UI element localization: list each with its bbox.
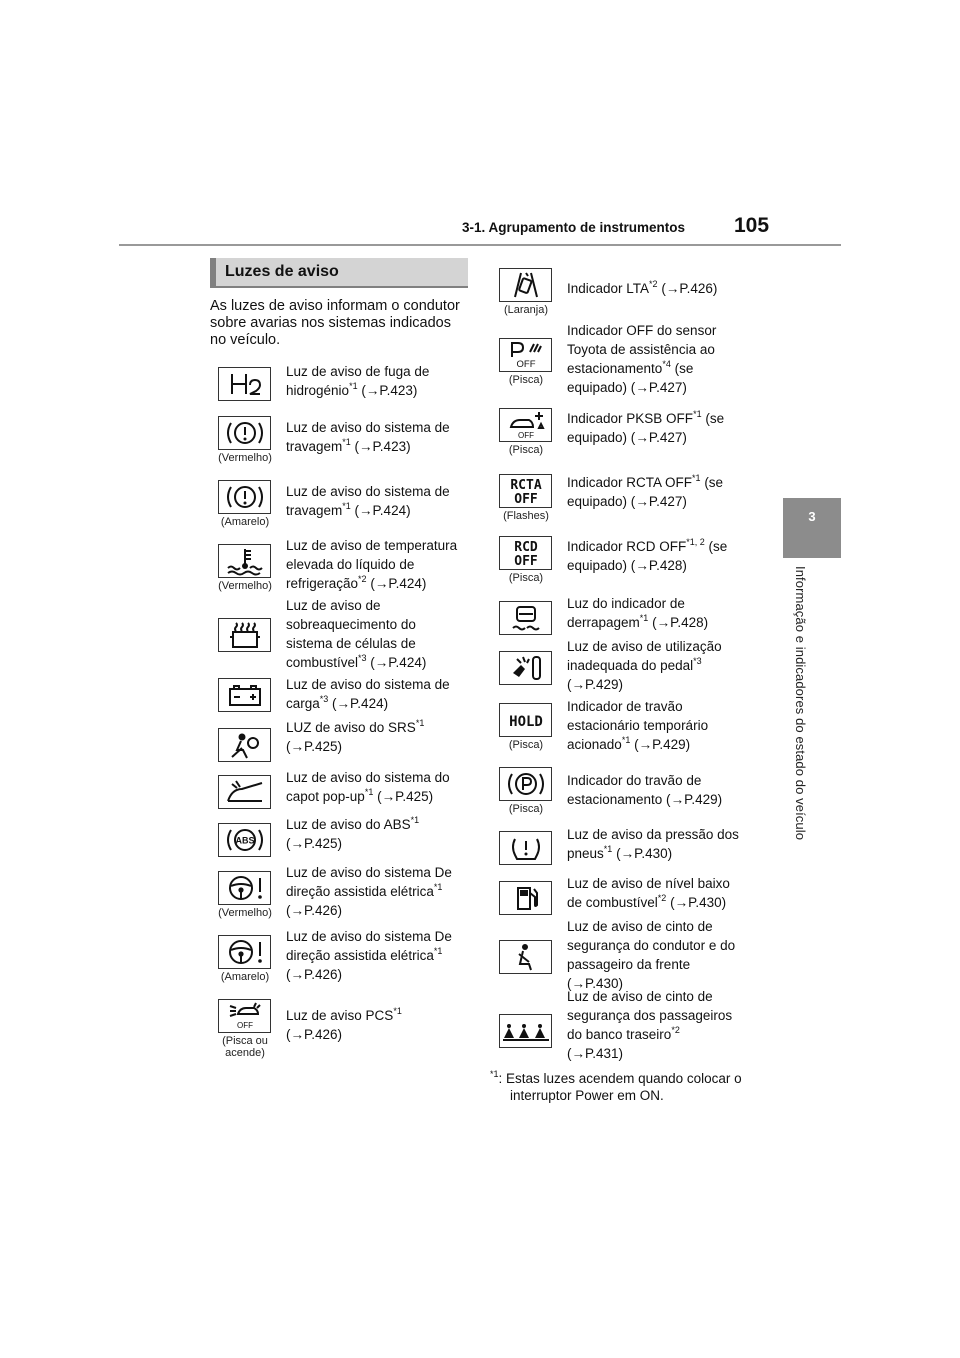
svg-text:HOLD: HOLD: [508, 714, 543, 730]
section-header: Luzes de aviso: [210, 258, 468, 288]
fuel-cell-overheat-icon: [218, 618, 271, 652]
description-line: [567, 955, 735, 974]
description-text: P.426): [304, 903, 343, 918]
description-text: elevada do líquido de: [286, 557, 415, 572]
warning-description: [286, 768, 450, 806]
description-text: hidrogénio: [286, 383, 350, 398]
footnote-ref: *1: [342, 501, 351, 511]
description-text: Luz de aviso do sistema de: [286, 420, 450, 435]
footnote-ref: *1, 2: [686, 537, 705, 547]
warning-description: [286, 362, 429, 400]
description-line: [286, 1006, 402, 1025]
warning-description: [286, 1006, 402, 1044]
chapter-tab: 3: [783, 498, 841, 558]
description-line: [286, 718, 424, 737]
icon-caption: (Pisca): [508, 374, 544, 386]
description-line: [286, 482, 450, 501]
description-text: Luz de aviso de temperatura: [286, 538, 458, 553]
svg-text:OFF: OFF: [517, 431, 534, 440]
description-text: P.428): [648, 558, 687, 573]
description-text: (: [357, 383, 366, 398]
description-line: [567, 613, 708, 632]
description-line: [286, 653, 426, 672]
description-text: P.425): [304, 836, 343, 851]
svg-text:ABS: ABS: [234, 835, 255, 846]
warning-description: [567, 321, 716, 397]
description-text: →: [381, 789, 396, 804]
description-line: [567, 556, 727, 575]
description-line: [567, 825, 739, 844]
low-fuel-icon: [499, 881, 552, 915]
battery-icon: [218, 678, 271, 712]
description-text: →: [656, 615, 671, 630]
footnote-ref: *2: [649, 279, 658, 289]
description-text: estacionamento: [567, 361, 663, 376]
description-text: P.425): [395, 789, 434, 804]
description-text: pneus: [567, 846, 604, 861]
description-line: [286, 694, 450, 713]
warning-description: [567, 825, 739, 863]
svg-text:OFF: OFF: [516, 359, 535, 370]
description-line: [286, 834, 419, 853]
footnote-text: : Estas luzes acendem quando colocar o interruptor Power em ON.: [498, 1071, 742, 1103]
description-text: Luz de aviso de cinto de: [567, 919, 713, 934]
description-text: →: [638, 737, 653, 752]
description-text: →: [359, 503, 373, 518]
warning-description: [567, 771, 722, 809]
description-line: [567, 656, 722, 675]
warning-description: [286, 536, 457, 593]
description-text: P.428): [670, 615, 709, 630]
description-text: →: [670, 792, 685, 807]
pop-up-hood-icon: [218, 775, 271, 809]
icon-caption: (Vermelho): [218, 452, 272, 464]
description-line: [286, 901, 452, 920]
page-number: 105: [734, 214, 770, 237]
description-line: [567, 359, 716, 378]
description-text: P.423): [379, 383, 418, 398]
description-line: [286, 596, 426, 615]
description-text: direção assistida elétrica: [286, 884, 434, 899]
description-text: sobreaquecimento do: [286, 617, 416, 632]
warning-description: [286, 863, 452, 920]
description-line: [567, 340, 716, 359]
description-text: Luz de aviso de utilização: [567, 639, 722, 654]
icon-caption: (Pisca): [508, 803, 544, 815]
icon-caption: (Pisca): [508, 572, 544, 584]
description-text: P.429): [585, 677, 624, 692]
description-text: derrapagem: [567, 615, 640, 630]
description-text: (: [286, 903, 291, 918]
warning-description: [567, 537, 727, 575]
description-line: [286, 863, 452, 882]
description-line: [567, 473, 723, 492]
svg-text:OFF: OFF: [513, 554, 538, 568]
warning-description: [567, 409, 724, 447]
parking-brake-icon: [499, 767, 552, 801]
description-line: [286, 418, 450, 437]
description-text: equipado) (: [567, 430, 636, 445]
description-text: →: [365, 383, 380, 398]
description-text: P.427): [648, 430, 687, 445]
description-text: estacionário temporário: [567, 718, 709, 733]
description-line: [286, 634, 426, 653]
description-line: [567, 279, 717, 298]
description-text: Indicador OFF do sensor: [567, 323, 717, 338]
warning-description: [286, 675, 450, 713]
description-text: →: [571, 976, 585, 991]
description-text: (: [366, 576, 375, 591]
pcs-off-icon: [218, 999, 271, 1033]
icon-caption: (Vermelho): [218, 907, 272, 919]
description-line: [286, 501, 450, 520]
running-header: 3-1. Agrupamento de instrumentos: [462, 220, 686, 235]
description-text: Luz de aviso de: [286, 598, 381, 613]
description-text: (: [328, 696, 337, 711]
description-line: [286, 737, 424, 756]
description-text: (: [350, 503, 360, 518]
description-text: segurança do condutor e do: [567, 938, 736, 953]
description-line: [567, 637, 722, 656]
description-line: [286, 574, 457, 593]
description-text: (: [567, 1046, 572, 1061]
icon-caption: (Amarelo): [220, 516, 270, 528]
description-text: →: [374, 655, 389, 670]
description-text: refrigeração: [286, 576, 359, 591]
description-text: (: [657, 281, 666, 296]
warning-description: [286, 596, 426, 672]
description-line: [567, 594, 708, 613]
description-line: [286, 536, 457, 555]
description-text: P.429): [652, 737, 691, 752]
description-text: Luz de aviso PCS: [286, 1008, 394, 1023]
description-line: [286, 437, 450, 456]
description-text: →: [665, 281, 680, 296]
description-text: de combustível: [567, 895, 658, 910]
icon-caption: (Vermelho): [218, 580, 272, 592]
description-text: P.426): [679, 281, 718, 296]
description-text: →: [635, 380, 649, 395]
description-text: (: [567, 677, 572, 692]
footnote-ref: *1: [621, 735, 631, 745]
hydrogen-icon: [218, 367, 271, 401]
description-text: (: [350, 439, 360, 454]
brake-warning-icon: [218, 416, 271, 450]
description-line: [567, 936, 735, 955]
icon-caption: (Pisca): [508, 739, 544, 751]
description-line: [567, 1006, 732, 1025]
description-text: Indicador LTA: [567, 281, 650, 296]
description-text: →: [359, 439, 373, 454]
svg-text:RCD: RCD: [513, 540, 538, 555]
description-line: [286, 768, 450, 787]
parking-sensor-off-icon: [499, 338, 552, 372]
description-line: [567, 874, 730, 893]
rcd-off-icon: [499, 536, 552, 570]
description-text: (: [666, 895, 675, 910]
description-line: [567, 844, 739, 863]
description-text: Luz de aviso do sistema de: [286, 677, 450, 692]
icon-caption: (Pisca): [508, 444, 544, 456]
description-text: do banco traseiro: [567, 1027, 672, 1042]
footnote-ref: *1: [433, 946, 443, 956]
description-text: →: [290, 836, 304, 851]
slip-indicator-icon: [499, 601, 552, 635]
description-line: [286, 946, 452, 965]
footnote: [490, 1070, 790, 1104]
description-text: →: [571, 677, 585, 692]
warning-description: [567, 697, 708, 754]
description-text: Luz de aviso do sistema do: [286, 770, 450, 785]
brake-warning-icon: [218, 480, 271, 514]
footnote-ref: *4: [662, 359, 671, 369]
description-text: P.425): [304, 739, 343, 754]
description-line: [567, 1044, 732, 1063]
description-text: segurança dos passageiros: [567, 1008, 733, 1023]
warning-description: [567, 637, 722, 694]
description-text: Luz de aviso de nível baixo: [567, 876, 730, 891]
description-line: [286, 1025, 402, 1044]
description-line: [286, 555, 457, 574]
footnote-ref: *1: [342, 437, 351, 447]
description-text: P.426): [304, 1027, 343, 1042]
description-text: →: [674, 895, 689, 910]
description-text: (se: [700, 475, 724, 490]
description-line: [567, 1025, 732, 1044]
lta-icon: [499, 268, 552, 302]
description-line: [286, 615, 426, 634]
footnote-ref: *3: [358, 653, 367, 663]
description-text: P.430): [688, 895, 727, 910]
description-text: Luz de aviso do sistema De: [286, 865, 452, 880]
footnote-ref: *1: [415, 718, 425, 728]
footnote-ref: *1: [692, 473, 701, 483]
footnote-ref: *2: [358, 574, 367, 584]
abs-icon: [218, 823, 271, 857]
footnote-ref: *3: [693, 656, 702, 666]
srs-airbag-icon: [218, 728, 271, 762]
description-text: →: [635, 494, 649, 509]
description-text: (: [612, 846, 621, 861]
description-line: [567, 409, 724, 428]
icon-caption: (Flashes): [503, 510, 549, 522]
warning-description: [286, 927, 452, 984]
description-text: →: [635, 558, 649, 573]
description-text: estacionamento (: [567, 792, 671, 807]
seatbelt-rear-icon: [499, 1014, 552, 1048]
description-line: [567, 917, 735, 936]
description-text: equipado) (: [567, 558, 636, 573]
description-line: [567, 378, 716, 397]
pedal-misuse-icon: [499, 651, 552, 685]
warning-description: [286, 718, 424, 756]
footnote-ref: *1: [433, 882, 443, 892]
footnote-ref: *1: [349, 381, 358, 391]
description-text: P.427): [648, 380, 687, 395]
description-line: [567, 893, 730, 912]
description-text: P.424): [372, 503, 411, 518]
footnote-ref: *1: [603, 844, 613, 854]
warning-description: [567, 917, 735, 993]
description-text: Luz de aviso do sistema de: [286, 484, 450, 499]
description-text: carga: [286, 696, 320, 711]
description-text: (: [286, 1027, 291, 1042]
description-text: P.427): [648, 494, 687, 509]
description-text: →: [290, 967, 304, 982]
description-text: direção assistida elétrica: [286, 948, 434, 963]
description-line: [286, 362, 429, 381]
power-steering-icon: [218, 935, 271, 969]
description-text: (: [648, 615, 657, 630]
description-text: (se: [704, 539, 728, 554]
warning-description: [567, 473, 723, 511]
description-text: Luz de aviso de fuga de: [286, 364, 430, 379]
intro-paragraph: As luzes de aviso informam o condutor sobre avarias nos sistemas indicados no veículo.: [210, 298, 460, 348]
description-text: →: [635, 430, 649, 445]
description-text: Luz de aviso da pressão dos: [567, 827, 739, 842]
description-text: (: [630, 737, 639, 752]
warning-description: [567, 874, 730, 912]
description-text: acionado: [567, 737, 622, 752]
description-text: (se: [670, 361, 694, 376]
description-text: P.424): [388, 576, 427, 591]
description-text: Toyota de assistência ao: [567, 342, 715, 357]
description-text: →: [290, 739, 304, 754]
description-line: [567, 735, 708, 754]
description-text: (: [286, 739, 291, 754]
description-text: P.430): [634, 846, 673, 861]
description-text: (: [373, 789, 382, 804]
description-text: P.424): [350, 696, 389, 711]
description-text: →: [620, 846, 635, 861]
description-text: P.429): [684, 792, 723, 807]
description-text: →: [290, 1027, 304, 1042]
description-line: [567, 987, 732, 1006]
description-line: [567, 697, 708, 716]
icon-caption: (Pisca ou acende): [222, 1035, 268, 1059]
description-text: LUZ de aviso do SRS: [286, 720, 416, 735]
description-text: combustível: [286, 655, 359, 670]
coolant-temperature-icon: [218, 544, 271, 578]
description-text: Indicador RCD OFF: [567, 539, 687, 554]
description-text: (: [286, 967, 291, 982]
description-text: (: [366, 655, 375, 670]
description-text: capot pop-up: [286, 789, 365, 804]
description-line: [286, 965, 452, 984]
description-line: [567, 537, 727, 556]
warning-description: [567, 279, 717, 298]
tire-pressure-icon: [499, 831, 552, 865]
seatbelt-front-icon: [499, 940, 552, 974]
description-text: Luz de aviso do ABS: [286, 817, 411, 832]
description-text: →: [336, 696, 351, 711]
description-line: [567, 675, 722, 694]
description-text: (se: [701, 411, 725, 426]
description-text: Luz de aviso do sistema De: [286, 929, 452, 944]
brake-hold-icon: [499, 703, 552, 737]
footnote-mark: *1: [490, 1069, 499, 1079]
description-text: P.430): [585, 976, 624, 991]
warning-description: [286, 482, 450, 520]
footnote-ref: *1: [693, 409, 702, 419]
description-line: [567, 716, 708, 735]
svg-text:OFF: OFF: [513, 492, 538, 506]
description-text: P.424): [388, 655, 427, 670]
description-text: inadequada do pedal: [567, 658, 694, 673]
footnote-ref: *2: [671, 1025, 680, 1035]
description-text: (: [567, 976, 572, 991]
description-text: →: [290, 903, 304, 918]
description-line: [567, 790, 722, 809]
description-text: P.431): [585, 1046, 624, 1061]
icon-caption: (Laranja): [503, 304, 549, 316]
description-text: Indicador do travão de: [567, 773, 702, 788]
description-text: P.423): [372, 439, 411, 454]
svg-text:RCTA: RCTA: [509, 478, 542, 493]
description-text: sistema de células de: [286, 636, 416, 651]
description-line: [286, 787, 450, 806]
rcta-off-icon: [499, 474, 552, 508]
description-text: P.426): [304, 967, 343, 982]
footnote-ref: *3: [319, 694, 329, 704]
svg-text:OFF: OFF: [236, 1021, 253, 1030]
description-text: →: [374, 576, 389, 591]
description-text: (: [286, 836, 291, 851]
description-line: [286, 882, 452, 901]
description-line: [567, 321, 716, 340]
description-text: Luz do indicador de: [567, 596, 685, 611]
description-line: [286, 381, 429, 400]
warning-description: [286, 418, 450, 456]
description-text: travagem: [286, 439, 343, 454]
description-line: [286, 927, 452, 946]
warning-description: [286, 815, 419, 853]
icon-caption: (Amarelo): [220, 971, 270, 983]
description-line: [567, 771, 722, 790]
description-text: travagem: [286, 503, 343, 518]
description-text: equipado) (: [567, 494, 636, 509]
chapter-title-vertical: Informação e indicadores do estado do veículo: [793, 566, 808, 841]
footnote-ref: *2: [657, 893, 667, 903]
footnote-ref: *1: [364, 787, 374, 797]
description-text: Indicador PKSB OFF: [567, 411, 694, 426]
footnote-ref: *1: [639, 613, 649, 623]
description-text: Indicador RCTA OFF: [567, 475, 693, 490]
description-line: [567, 428, 724, 447]
warning-description: [567, 987, 732, 1063]
description-line: [286, 815, 419, 834]
description-text: passageiro da frente: [567, 957, 691, 972]
footnote-ref: *1: [393, 1006, 402, 1016]
warning-description: [567, 594, 708, 632]
description-line: [567, 492, 723, 511]
footnote-ref: *1: [410, 815, 420, 825]
description-text: →: [571, 1046, 585, 1061]
header-divider: [119, 244, 841, 246]
description-line: [286, 675, 450, 694]
description-text: Luz de aviso de cinto de: [567, 989, 713, 1004]
description-text: Indicador de travão: [567, 699, 683, 714]
power-steering-icon: [218, 871, 271, 905]
description-text: equipado) (: [567, 380, 636, 395]
pksb-off-icon: [499, 408, 552, 442]
